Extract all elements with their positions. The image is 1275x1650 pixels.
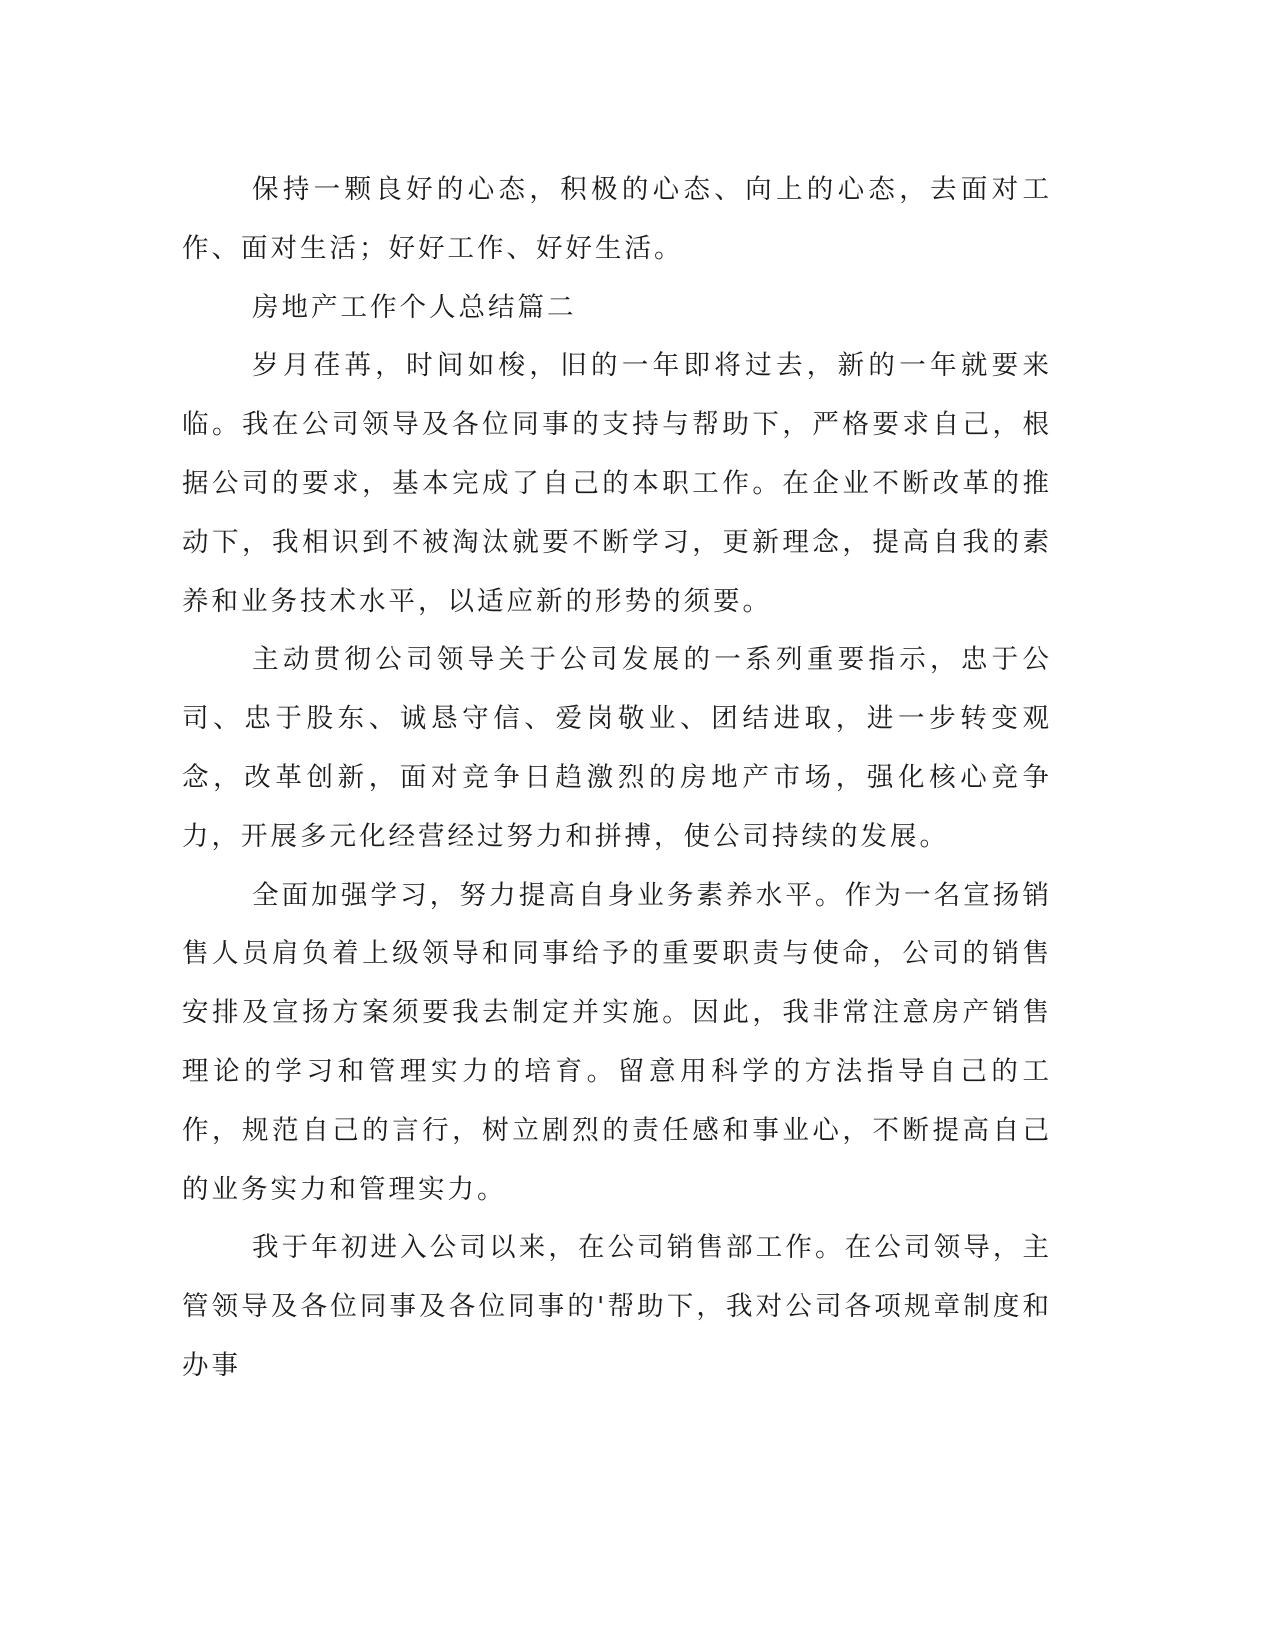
- paragraph-joined-company: 我于年初进入公司以来，在公司销售部工作。在公司领导，主管领导及各位同事及各位同事的'帮助下，我对公司各项规章制度和办事: [182, 1232, 1052, 1381]
- paragraph-learning: 全面加强学习，努力提高自身业务素养水平。作为一名宣扬销售人员肩负着上级领导和同事给予的重要职责与使命，公司的销售安排及宣扬方案须要我去制定并实施。因此，我非常注意房产销售理论的学习和管理实力的培育。留意用科学的方法指导自己的工作，规范自己的言行，树立剧烈的责任感和事业心，不断提高自己的业务实力和管理实力。: [182, 879, 1052, 1205]
- paragraph-mindset: 保持一颗良好的心态，积极的心态、向上的心态，去面对工作、面对生活；好好工作、好好生活。: [182, 174, 1052, 264]
- paragraph-company-directives: 主动贯彻公司领导关于公司发展的一系列重要指示，忠于公司、忠于股东、诚恳守信、爱岗敬业、团结进取，进一步转变观念，改革创新，面对竞争日趋激烈的房地产市场，强化核心竞争力，开展多元化经营经过努力和拼搏，使公司持续的发展。: [182, 644, 1052, 852]
- section-heading: 房地产工作个人总结篇二: [252, 291, 577, 323]
- paragraph-year-review: 岁月荏苒，时间如梭，旧的一年即将过去，新的一年就要来临。我在公司领导及各位同事的支持与帮助下，严格要求自己，根据公司的要求，基本完成了自己的本职工作。在企业不断改革的推动下，我相识到不被淘汰就要不断学习，更新理念，提高自我的素养和业务技术水平，以适应新的形势的须要。: [182, 350, 1052, 617]
- document-body: [182, 161, 1052, 1396]
